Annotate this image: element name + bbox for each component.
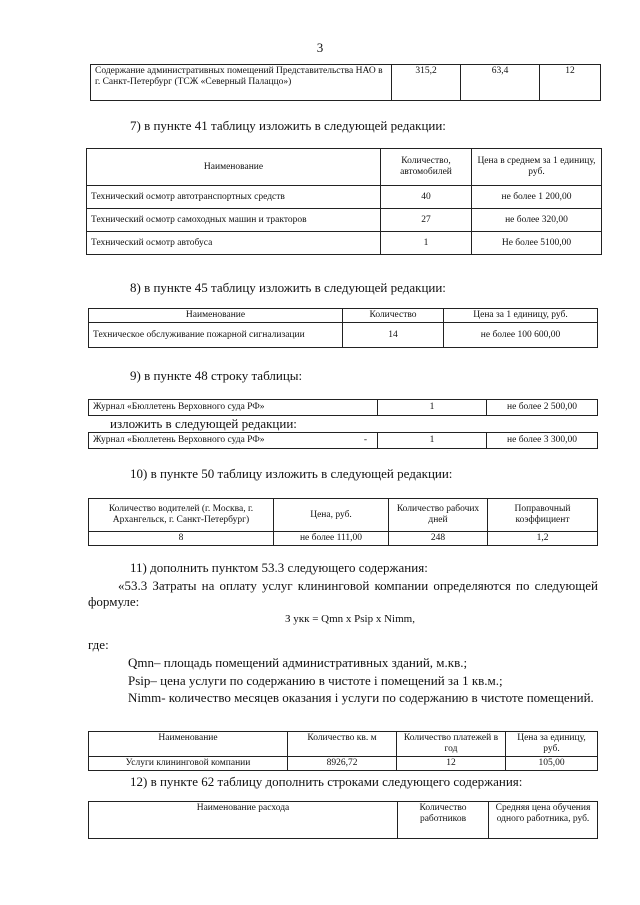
heading-item-11: 11) дополнить пунктом 53.3 следующего содержания: — [130, 560, 428, 575]
table-cell: не более 1 200,00 — [472, 186, 602, 209]
table-row — [89, 323, 598, 348]
table-header-cell: Количество водителей (г. Москва, г. Архангельск, г. Санкт-Петербург) — [89, 499, 274, 532]
table-cell: Содержание административных помещений Представительства НАО в г. Санкт-Петербург (ТСЖ «Северный Палаццо») — [91, 65, 392, 101]
table-cell: 105,00 — [506, 757, 598, 771]
text-item-11: «53.3 Затраты на оплату услуг клининговой компании определяются по следующей формуле: — [88, 578, 598, 609]
table-header-cell: Наименование — [89, 732, 288, 757]
table-header-cell: Цена, руб. — [274, 499, 389, 532]
table-header-cell: Количество кв. м — [288, 732, 397, 757]
where-label: где: — [88, 637, 109, 652]
table-cell: 12 — [397, 757, 506, 771]
table-cell: Технический осмотр автотранспортных средств — [87, 186, 381, 209]
table-header-cell: Цена в среднем за 1 единицу, руб. — [472, 149, 602, 186]
table-header-cell: Количество работников — [398, 802, 489, 839]
table-cell: 14 — [343, 323, 444, 348]
table-header-cell: Цена за 1 единицу, руб. — [444, 309, 598, 323]
heading-item-10: 10) в пункте 50 таблицу изложить в следующей редакции: — [130, 466, 453, 481]
table-item-9-new — [88, 432, 598, 449]
definition-p: Psip– цена услуги по содержанию в чистоте i помещений за 1 кв.м.; — [128, 673, 503, 688]
table-cell: 27 — [381, 209, 472, 232]
table-header-row — [89, 309, 598, 323]
table-top — [90, 64, 601, 101]
table-cell: 248 — [389, 532, 488, 546]
table-item-10 — [88, 498, 598, 546]
table-cell: 8 — [89, 532, 274, 546]
heading-item-9: 9) в пункте 48 строку таблицы: — [130, 368, 303, 383]
table-cell: не более 111,00 — [274, 532, 389, 546]
table-row — [89, 757, 598, 771]
table-header-cell: Цена за единицу, руб. — [506, 732, 598, 757]
table-cell: Услуги клининговой компании — [89, 757, 288, 771]
table-cell: не более 2 500,00 — [487, 400, 598, 416]
table-header-cell: Количество — [343, 309, 444, 323]
definition-q: Qmn– площадь помещений административных зданий, м.кв.; — [128, 655, 468, 670]
heading-item-8: 8) в пункте 45 таблицу изложить в следующей редакции: — [130, 280, 446, 295]
table-row — [87, 232, 602, 255]
table-row — [89, 433, 598, 449]
table-item-7 — [86, 148, 602, 255]
table-row — [91, 65, 601, 101]
table-row — [87, 186, 602, 209]
table-cell: 8926,72 — [288, 757, 397, 771]
table-header-row — [89, 499, 598, 532]
table-cell: Не более 5100,00 — [472, 232, 602, 255]
table-header-row — [89, 732, 598, 757]
table-row — [89, 532, 598, 546]
table-cell: 1 — [378, 400, 487, 416]
table-cell — [89, 433, 378, 449]
table-cell: не более 100 600,00 — [444, 323, 598, 348]
table-cell: Журнал «Бюллетень Верховного суда РФ» — [89, 400, 378, 416]
table-cell: 40 — [381, 186, 472, 209]
table-cell: Технический осмотр автобуса — [87, 232, 381, 255]
table-header-row — [89, 802, 598, 839]
heading-item-12: 12) в пункте 62 таблицу дополнить строками следующего содержания: — [130, 774, 523, 789]
heading-item-7: 7) в пункте 41 таблицу изложить в следующей редакции: — [130, 118, 446, 133]
table-cell: Технический осмотр самоходных машин и тракторов — [87, 209, 381, 232]
table-header-cell: Количество, автомобилей — [381, 149, 472, 186]
table-item-11 — [88, 731, 598, 771]
table-header-cell: Количество платежей в год — [397, 732, 506, 757]
table-item-8 — [88, 308, 598, 348]
table-item-12 — [88, 801, 598, 839]
text-item-9: изложить в следующей редакции: — [110, 416, 297, 431]
table-header-cell: Наименование — [87, 149, 381, 186]
table-cell-text: Журнал «Бюллетень Верховного суда РФ» — [93, 435, 265, 445]
table-header-cell: Наименование — [89, 309, 343, 323]
table-cell: не более 3 300,00 — [487, 433, 598, 449]
table-cell: 315,2 — [392, 65, 461, 101]
table-cell-dash: - — [363, 435, 367, 445]
table-cell: не более 320,00 — [472, 209, 602, 232]
table-header-cell: Поправочный коэффициент — [488, 499, 598, 532]
formula: З укк = Qmn x Psip x Nimm, — [285, 613, 415, 625]
table-header-cell: Количество рабочих дней — [389, 499, 488, 532]
table-cell: 1 — [378, 433, 487, 449]
table-row — [87, 209, 602, 232]
table-cell: 12 — [540, 65, 601, 101]
table-header-cell: Наименование расхода — [89, 802, 398, 839]
page-number: 3 — [316, 40, 324, 55]
table-cell: 63,4 — [461, 65, 540, 101]
table-item-9-old — [88, 399, 598, 416]
table-cell: 1 — [381, 232, 472, 255]
definition-n: Nimm- количество месяцев оказания i услуги по содержанию в чистоте помещений. — [128, 690, 594, 705]
table-header-row — [87, 149, 602, 186]
table-cell: 1,2 — [488, 532, 598, 546]
table-row — [89, 400, 598, 416]
table-cell: Техническое обслуживание пожарной сигнализации — [89, 323, 343, 348]
table-header-cell: Средняя цена обучения одного работника, руб. — [489, 802, 598, 839]
